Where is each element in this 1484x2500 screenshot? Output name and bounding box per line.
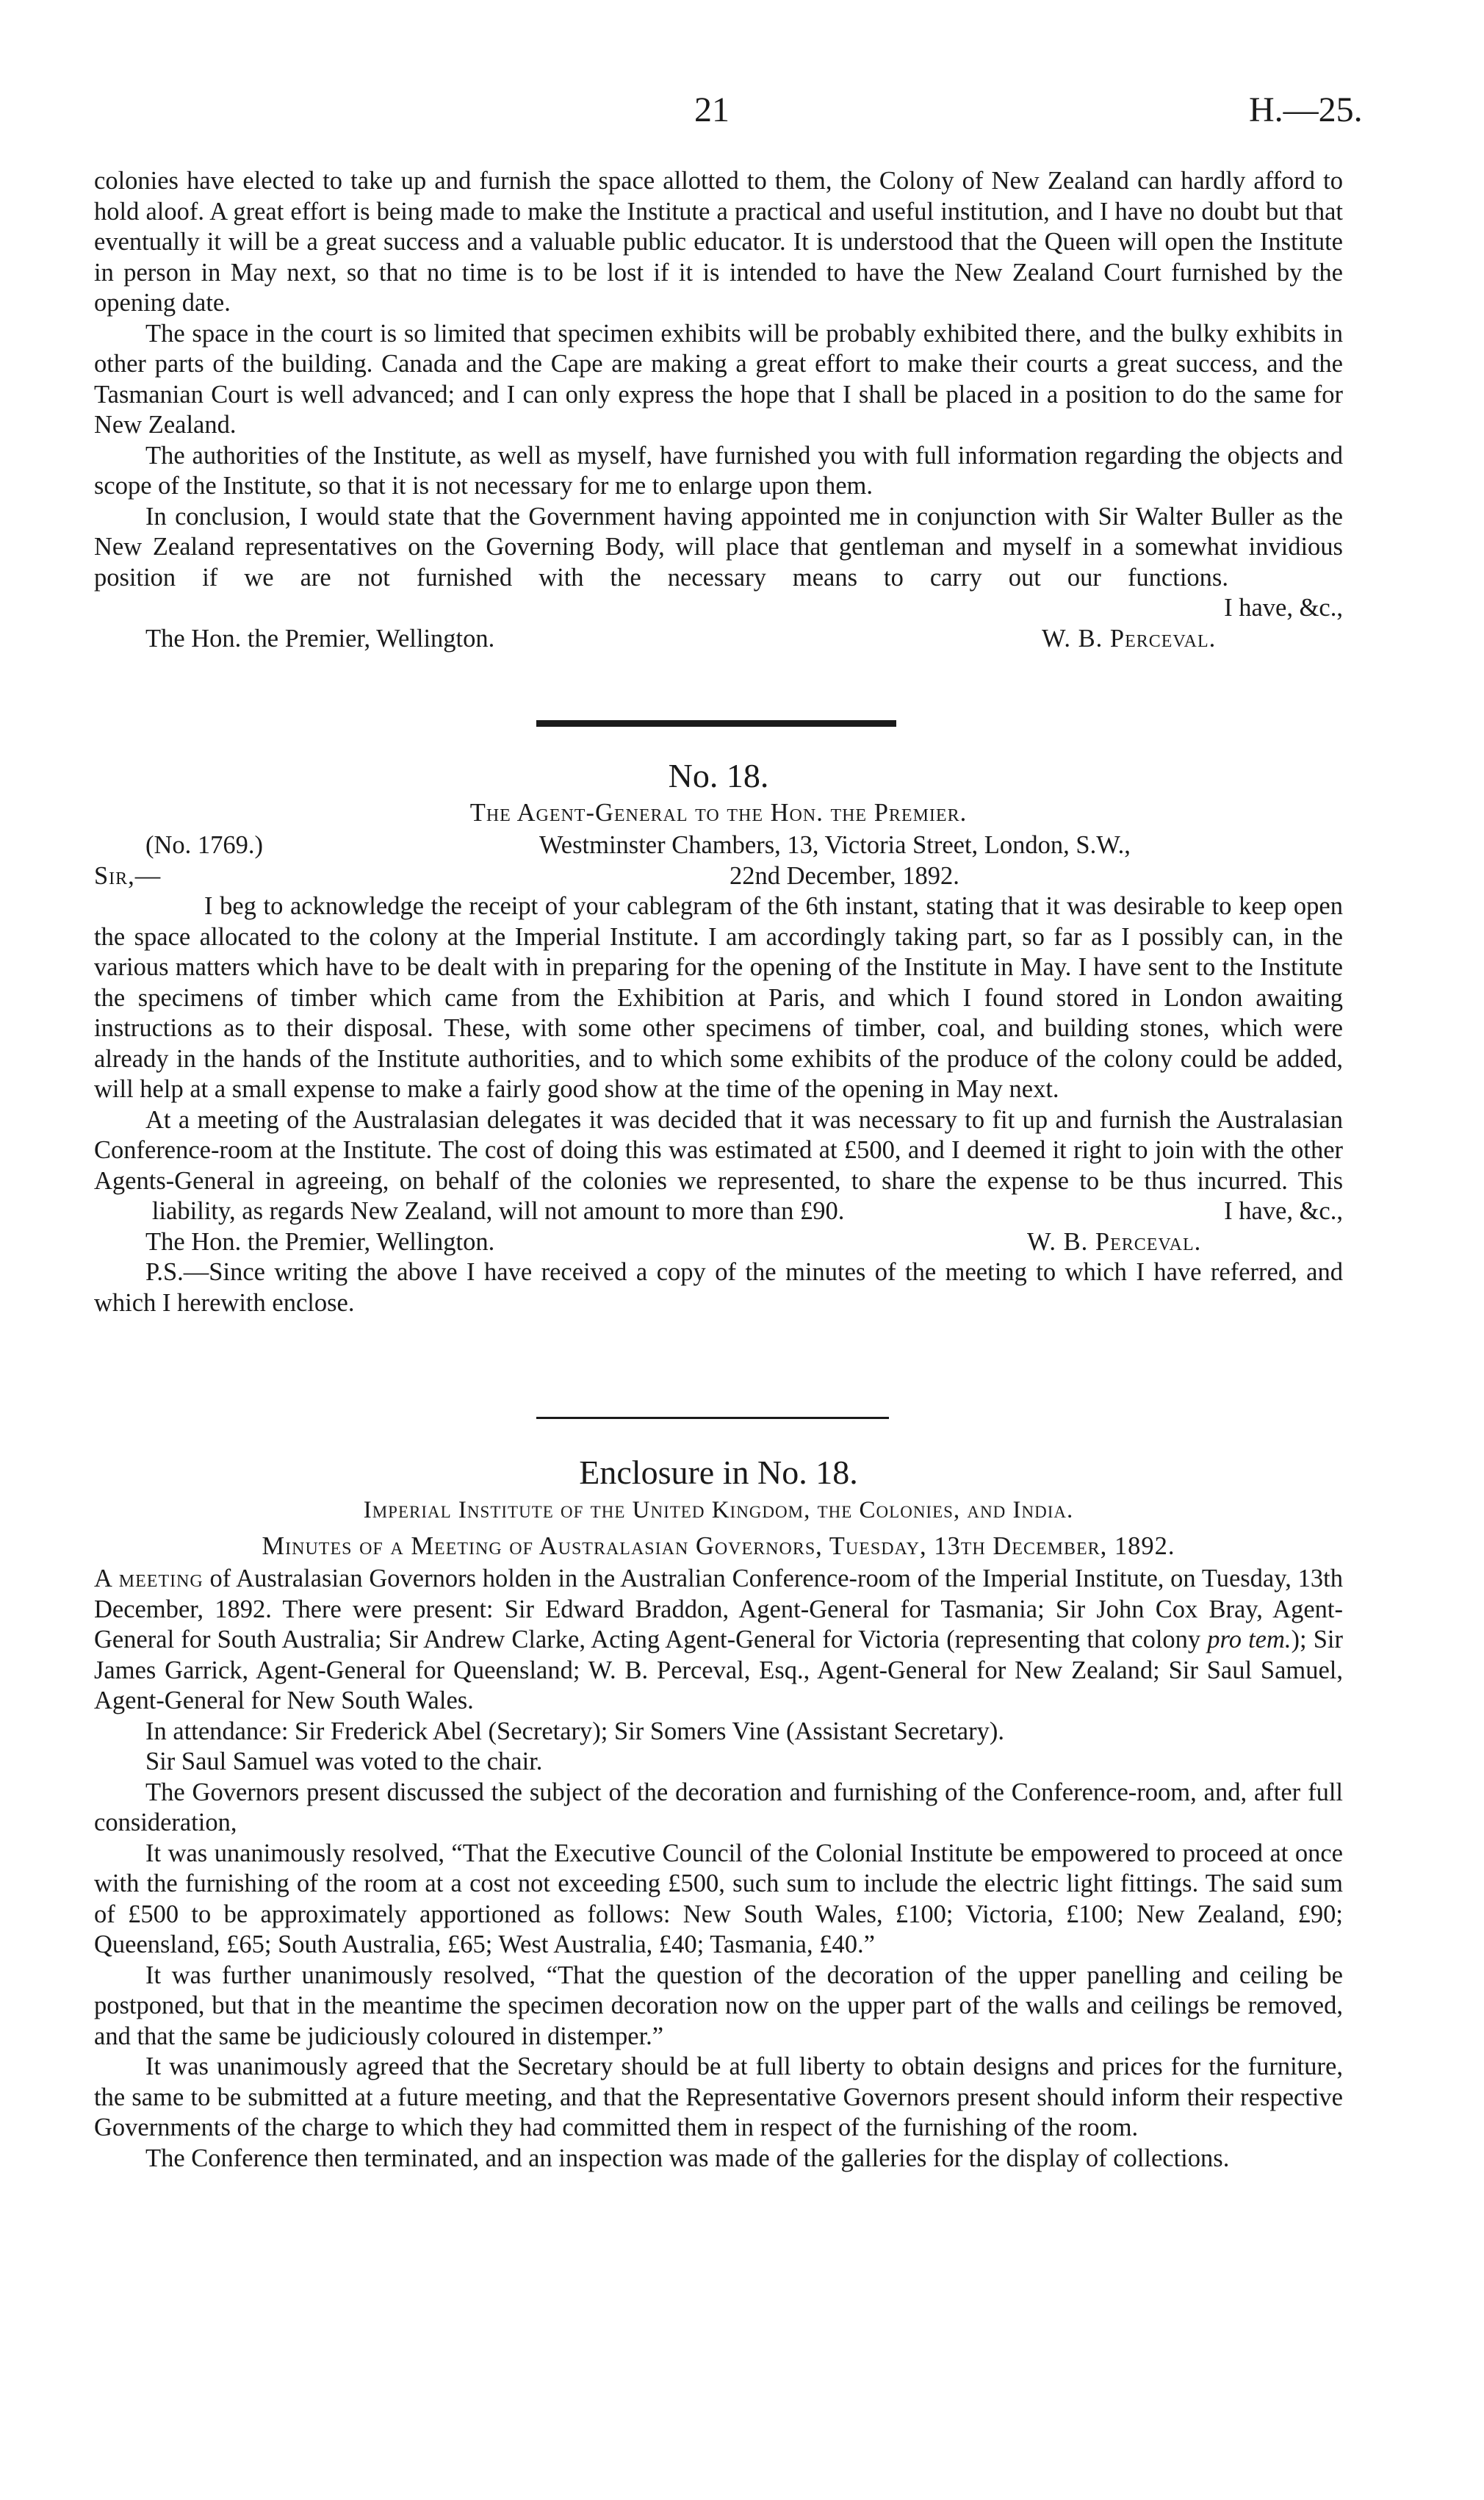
enclosure-resolution-2: It was further unanimously resolved, “That the question of the decoration of the upper panelling and ceiling be postponed, but that in the meantime the specimen decoration now on the upper part of the walls and ceilings be removed, and that the same be judiciously coloured in distemper.” <box>94 1961 1343 2050</box>
document-reference: H.—25. <box>1249 90 1363 129</box>
section-divider-thin <box>536 1417 889 1419</box>
enclosure-meeting-paragraph <box>94 1564 1343 1717</box>
letter-18-signoff-row <box>94 1227 1343 1258</box>
intro-paragraph-2: The space in the court is so limited that specimen exhibits will be probably exhibited there, and the bulky exhibits in other parts of the building. Canada and the Cape are making a great effort to make their courts a great success, and the Tasmanian Court is well advanced; and I can only express the hope that I shall be placed in a position to do the same for New Zealand. <box>94 319 1343 439</box>
meeting-text-italic: pro tem. <box>1207 1626 1292 1653</box>
enclosure-chair: Sir Saul Samuel was voted to the chair. <box>145 1748 543 1775</box>
letter-18-heading: No. 18. <box>668 757 769 794</box>
intro-paragraph-1: colonies have elected to take up and furnish the space allotted to them, the Colony of New Zealand can hardly afford to hold aloof. A great effort is being made to make the Institute a practical and useful institution, and I have no doubt but that eventually it will be a great success and a valuable public educator. It is understood that the Queen will open the Institute in person in May next, so that no time is to be lost if it is intended to have the New Zealand Court furnished by the opening date. <box>94 167 1343 317</box>
meeting-text-post: ); Sir James Garrick, Agent-General for Queensland; W. B. Perceval, Esq., Agent-General for New Zealand; Sir Saul Samuel, Agent-General for New South Wales. <box>94 1626 1343 1714</box>
letter-18 <box>94 757 1343 1318</box>
letter-18-addressee: The Hon. the Premier, Wellington. <box>145 1227 495 1256</box>
letter-18-closing: I have, &c., <box>1224 1197 1343 1225</box>
letter-18-postscript: P.S.—Since writing the above I have received a copy of the minutes of the meeting to which I have referred, and which I herewith enclose. <box>94 1258 1343 1317</box>
meeting-text-pre: of Australasian Governors holden in the Australian Conference-room of the Imperial Institute, on Tuesday, 13th December, 1892. There were present: Sir Edward Braddon, Agent-General for Tasmania; Sir John Cox Bray, Agent-General for South Australia; Sir Andrew Clarke, Acting Agent-General for Victoria (representing that colony <box>94 1565 1343 1653</box>
intro-conclusion-text: In conclusion, I would state that the Government having appointed me in conjunction with Sir Walter Buller as the New Zealand representatives on the Governing Body, will place that gentleman and myself in a somewhat invidious position if we are not furnished with the necessary means to carry out our functions. <box>94 502 1343 592</box>
enclosure-attendance: In attendance: Sir Frederick Abel (Secretary); Sir Somers Vine (Assistant Secretary). <box>145 1717 1004 1745</box>
intro-paragraph-4 <box>94 502 1343 624</box>
letter-18-paragraph-2-text: At a meeting of the Australasian delegates it was decided that it was necessary to fit up and furnish the Australasian Conference-room at the Institute. The cost of doing this was estimated at £500, and I deemed it right to join with the other Agents-General in agreeing, on behalf of the colonies we represented, to share the expense to be thus incurred. This liability, as regards New Zealand, will not amount to more than £90. <box>94 1105 1343 1225</box>
letter-18-date: 22nd December, 1892. <box>730 861 959 890</box>
intro-paragraph-3: The authorities of the Institute, as well as myself, have furnished you with full information regarding the objects and scope of the Institute, so that it is not necessary for me to enlarge upon them. <box>94 441 1343 500</box>
intro-signoff-row <box>94 624 1343 655</box>
enclosure <box>94 1454 1343 2174</box>
intro-addressee: The Hon. the Premier, Wellington. <box>145 624 495 653</box>
enclosure-institute-title: Imperial Institute of the United Kingdom, the Colonies, and India. <box>363 1497 1074 1523</box>
letter-18-ref-number: (No. 1769.) <box>145 831 264 859</box>
letter-18-paragraph-1: I beg to acknowledge the receipt of your cablegram of the 6th instant, stating that it was desirable to keep open the space allocated to the colony at the Imperial Institute. I am accordingly taking part, so far as I possibly can, in the various matters which have to be dealt with in preparing for the opening of the Institute in May. I have sent to the Institute the specimens of timber which came from the Exhibition at Paris, and which I found stored in London awaiting instructions as to their disposal. These, with some other specimens of timber, coal, and building stones, which were already in the hands of the Institute authorities, and to which some exhibits of the produce of the colony could be added, will help at a small expense to make a fairly good show at the time of the opening in May next. <box>94 892 1343 1103</box>
letter-18-salutation-row <box>94 861 1343 892</box>
letter-18-subheading: The Agent-General to the Hon. the Premier. <box>469 799 968 827</box>
page-number: 21 <box>694 90 730 129</box>
letter-18-address: Westminster Chambers, 13, Victoria Street, London, S.W., <box>539 831 1131 859</box>
letter-18-paragraph-2 <box>94 1105 1343 1227</box>
enclosure-resolution-1: It was unanimously resolved, “That the Executive Council of the Colonial Institute be empowered to proceed at once with the furnishing of the room at a cost not exceeding £500, such sum to include the electric light fittings. The said sum of £500 to be approximately apportioned as follows: New South Wales, £100; Victoria, £100; New Zealand, £90; Queensland, £65; South Australia, £65; West Australia, £40; Tasmania, £40.” <box>94 1839 1343 1958</box>
enclosure-heading: Enclosure in No. 18. <box>579 1454 858 1491</box>
meeting-lead: A meeting <box>94 1565 203 1592</box>
section-divider-thick <box>536 720 896 727</box>
enclosure-discussion: The Governors present discussed the subject of the decoration and furnishing of the Conference-room, and, after full consideration, <box>94 1778 1343 1836</box>
letter-18-salutation: Sir,— <box>94 861 162 890</box>
intro-signature: W. B. Perceval. <box>1042 624 1217 653</box>
letter-18-ref-row <box>94 830 1343 861</box>
enclosure-conclusion: The Conference then terminated, and an inspection was made of the galleries for the display of collections. <box>145 2144 1230 2172</box>
minutes-title: Minutes of a Meeting of Australasian Governors, Tuesday, 13th December, 1892. <box>262 1532 1175 1560</box>
intro-letter <box>94 166 1343 654</box>
letter-18-signature: W. B. Perceval. <box>1027 1227 1202 1256</box>
enclosure-agreement: It was unanimously agreed that the Secretary should be at full liberty to obtain designs and prices for the furniture, the same to be submitted at a future meeting, and that the Representative Governors present should inform their respective Governments of the charge to which they had committed them in respect of the furnishing of the room. <box>94 2052 1343 2141</box>
intro-closing: I have, &c., <box>1224 594 1343 622</box>
enclosure-minutes-title <box>94 1529 1343 1564</box>
